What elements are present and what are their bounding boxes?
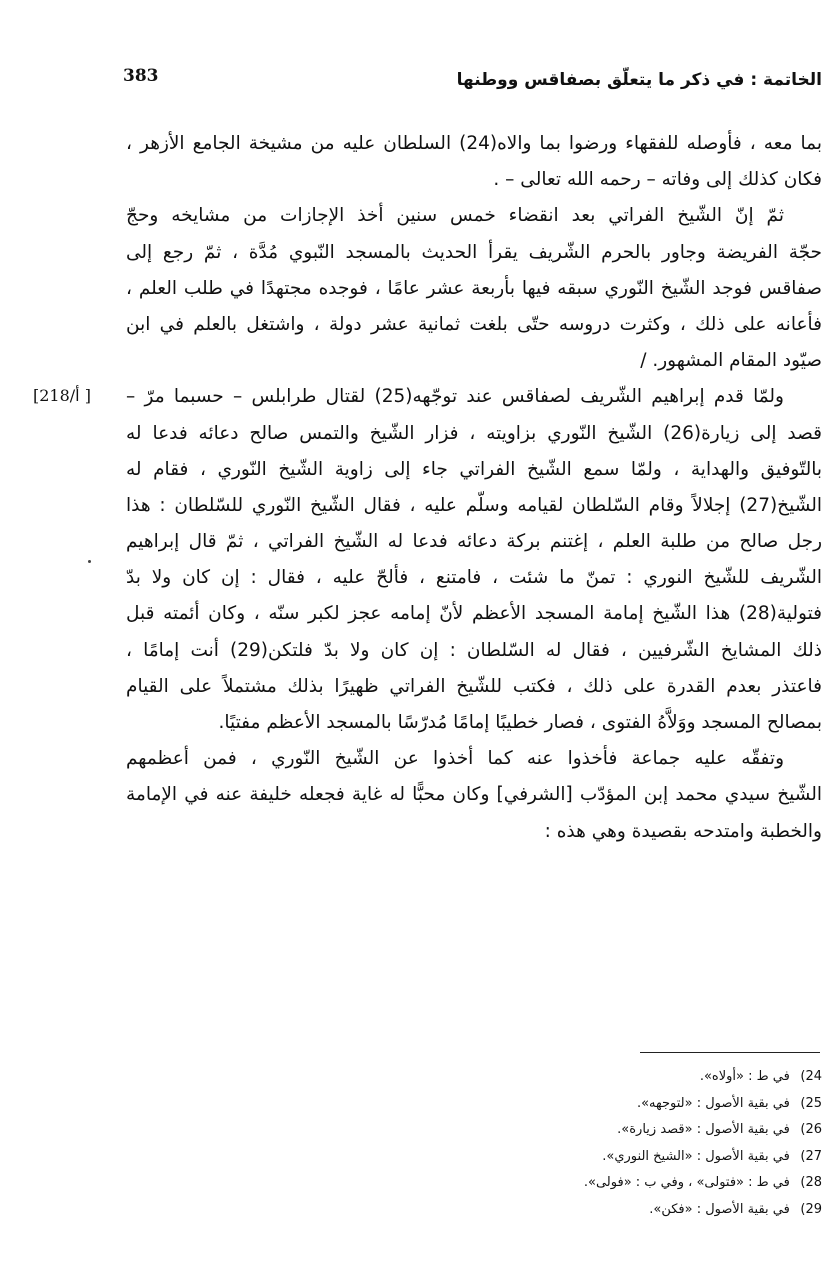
footnotes xyxy=(422,1064,822,1223)
footnote-separator xyxy=(640,1052,820,1053)
footnote-number: 29) xyxy=(800,1201,822,1217)
footnote-text: في بقية الأصول : «الشيخ النوري». xyxy=(602,1148,790,1164)
footnote xyxy=(422,1197,822,1224)
footnote xyxy=(422,1064,822,1091)
page-number: 383 xyxy=(123,66,159,86)
text-line: وتفقّه عليه جماعة فأخذوا عنه كما أخذوا عن الشّيخ النّوري ، فمن أعظمهم xyxy=(126,748,784,770)
text-line: والخطبة وامتدحه بقصيدة وهي هذه : xyxy=(544,820,822,842)
footnote xyxy=(422,1117,822,1144)
text-line: فتولية(28) هذا الشّيخ إمامة المسجد الأعظم لأنّ إمامه عجز لكبر سنّه ، وكان أئمته قبل xyxy=(126,603,822,625)
running-header: الخاتمة : في ذكر ما يتعلّق بصفاقس ووطنها xyxy=(456,70,822,90)
text-line: ذلك المشايخ الشّرفيين ، فقال له السّلطان : إن كان ولا بدّ فلتكن(29) أنت إمامًا ، xyxy=(126,639,822,661)
footnote-text: في ط : «أولاه». xyxy=(699,1069,790,1084)
footnote-number: 24) xyxy=(800,1069,822,1084)
footnote-text: في بقية الأصول : «قصد زيارة». xyxy=(617,1122,790,1137)
text-line: صيّود المقام المشهور. / xyxy=(640,350,822,372)
text-line: بالتّوفيق والهداية ، ولمّا سمع الشّيخ الفراتي جاء إلى زاوية الشّيخ النّوري ، فقام له xyxy=(126,458,822,480)
scan-speck xyxy=(88,560,91,563)
footnote-number: 27) xyxy=(800,1148,822,1164)
text-line: فاعتذر بعدم القدرة على ذلك ، فكتب للشّيخ الفراتي ظهيرًا بذلك مشتملاً على القيام xyxy=(126,675,822,697)
text-line: الشّيخ سيدي محمد إبن المؤدّب [الشرفي] وكان محبًّا له غاية فجعله خليفة عنه في الإمامة xyxy=(126,784,822,806)
footnote xyxy=(422,1144,822,1171)
text-line: رجل صالح من طلبة العلم ، إغتنم بركة دعائه فدعا له الشّيخ الفراتي ، ثمّ قال إبراهيم xyxy=(126,531,822,553)
footnote-number: 26) xyxy=(800,1122,822,1137)
footnote xyxy=(422,1170,822,1197)
text-line: فأعانه على ذلك ، وكثرت دروسه حتّى بلغت ثمانية عشر دولة ، واشتغل بالعلم في ابن xyxy=(126,313,822,335)
main-text-block xyxy=(126,126,822,850)
text-line: بما معه ، فأوصله للفقهاء ورضوا بما والاه(24) السلطان عليه من مشيخة الجامع الأزهر ، xyxy=(126,133,822,154)
footnote-text: في بقية الأصول : «لتوجهه». xyxy=(636,1095,790,1111)
text-line: ثمّ إنّ الشّيخ الفراتي بعد انقضاء خمس سنين أخذ الإجازات من مشايخه وحجّ xyxy=(126,205,784,227)
text-line: صفاقس فوجد الشّيخ النّوري سبقه فيها بأربعة عشر عامًا ، فوجده مجتهدًا في طلب العلم ، xyxy=(126,277,822,299)
text-line: قصد إلى زيارة(26) الشّيخ النّوري بزاويته ، فزار الشّيخ والتمس صالح دعائه فدعا له xyxy=(126,422,822,444)
text-line: الشّريف للشّيخ النوري : تمنّ ما شئت ، فامتنع ، فألحّ عليه ، فقال : إن كان ولا بدّ xyxy=(126,567,822,589)
text-line: ولمّا قدم إبراهيم الشّريف لصفاقس عند توجّهه(25) لقتال طرابلس – حسبما مرّ – xyxy=(126,386,784,408)
footnote xyxy=(422,1091,822,1118)
footnote-number: 28) xyxy=(800,1175,822,1190)
text-line: حجّة الفريضة وجاور بالحرم الشّريف يقرأ الحديث بالمسجد النّبوي مُدَّة ، ثمّ رجع إلى xyxy=(126,241,822,263)
manuscript-folio-marker: [218/أ ] xyxy=(33,386,91,405)
footnote-text: في بقية الأصول : «فكن». xyxy=(649,1201,790,1217)
footnote-text: في ط : «فتولى» ، وفي ب : «فولى». xyxy=(583,1175,790,1190)
text-line: الشّيخ(27) إجلالاً وقام السّلطان لقيامه وسلّم عليه ، فقال الشّيخ النّوري للسّلطان : هذا xyxy=(126,494,822,516)
text-line: فكان كذلك إلى وفاته – رحمه الله تعالى – . xyxy=(493,169,822,191)
footnote-number: 25) xyxy=(800,1095,822,1111)
text-line: بمصالح المسجد ووَلاَّهُ الفتوى ، فصار خطيبًا إمامًا مُدرّسًا بالمسجد الأعظم مفتيًا. xyxy=(218,712,822,733)
